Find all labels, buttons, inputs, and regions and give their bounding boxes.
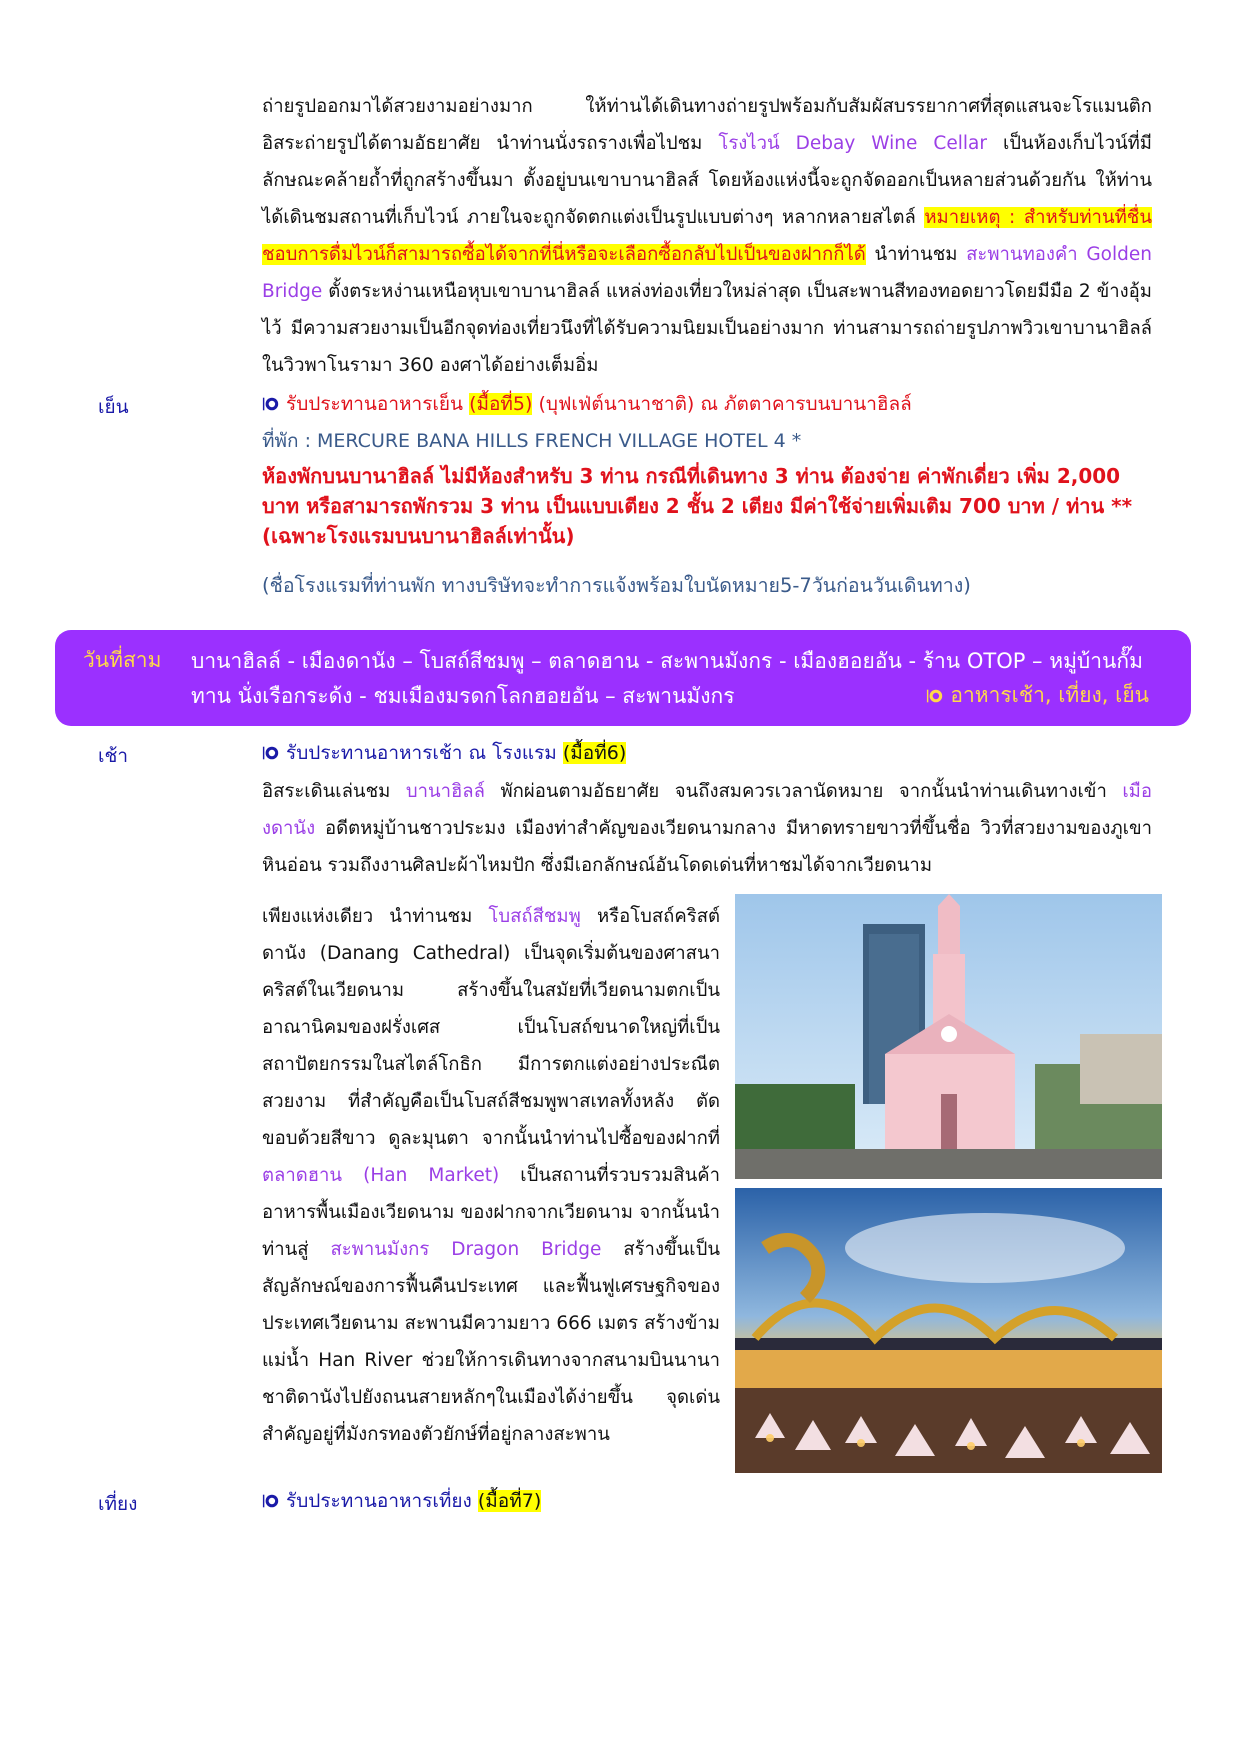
breakfast-line [262, 738, 626, 768]
hotel-confirm-note: (ชื่อโรงแรมที่ท่านพัก ทางบริษัทจะทำการแจ้งพร้อมใบนัดหมาย5-7วันก่อนวันเดินทาง) [262, 574, 971, 597]
plate-icon [926, 687, 944, 705]
paragraph-text: อิสระเดินเล่นชม [262, 781, 406, 802]
paragraph-text: เป็นสถานที่รวบรวมสินค้า อาหารพื้นเมืองเวียดนาม ของฝากจากเวียดนาม จากนั้นนำท่านสู่ [262, 1165, 721, 1260]
plate-icon [262, 744, 280, 762]
pink-cathedral-photo [735, 894, 1162, 1179]
plate-icon [262, 395, 280, 413]
day-label: วันที่สาม [83, 648, 162, 672]
lunch-meal-number: (มื้อที่7) [477, 1490, 542, 1512]
dinner-text: รับประทานอาหารเย็น [286, 393, 464, 415]
paragraph-text: สร้างขึ้นเป็นสัญลักษณ์ของการฟื้นคืนประเทศ และฟื้นฟูเศรษฐกิจของประเทศเวียดนาม สะพานมีความยาว 666 เมตร สร้างข้ามแม่น้ำ Han River ช่วยให้การเดินทางจากสนามบินนานาชาติดานังไปยังถนนสายหลักๆในเมืองได้ง่ายขึ้น จุดเด่นสำคัญอยู่ที่มังกรทองตัวยักษ์ที่อยู่กลางสะพาน [262, 1239, 720, 1445]
breakfast-text: รับประทานอาหารเช้า ณ โรงแรม [286, 742, 557, 764]
breakfast-label: เช้า [98, 745, 129, 767]
paragraph-text: พักผ่อนตามอัธยาศัย จนถึงสมควรเวลานัดหมาย จากนั้นนำท่านเดินทางเข้า [484, 781, 1123, 802]
lunch-text: รับประทานอาหารเที่ยง [286, 1490, 472, 1512]
morning-paragraph [262, 773, 1152, 884]
dinner-meal-number: (มื้อที่5) [469, 393, 533, 415]
day-route: บานาฮิลล์ - เมืองดานัง – โบสถ์สีชมพู – ตลาดฮาน - สะพานมังกร - เมืองฮอยอัน - ร้าน OTOP – หมู่บ้านกั๊มทาน นั่งเรือกระด้ง - ชมเมืองมรดกโลกฮอยอัน – สะพานมังกร [191, 649, 1143, 708]
place-name: โรงไวน์ Debay Wine Cellar [718, 133, 987, 154]
room-note: ห้องพักบนบานาฮิลล์ ไม่มีห้องสำหรับ 3 ท่าน กรณีที่เดินทาง 3 ท่าน ต้องจ่าย ค่าพักเดี่ยว เพิ่ม 2,000 บาท หรือสามารถพักรวม 3 ท่าน เป็นแบบเตียง 2 ชั้น 2 เตียง มีค่าใช้จ่ายเพิ่มเติม 700 บาท / ท่าน ** (เฉพาะโรงแรมบนบานาฮิลล์เท่านั้น) [262, 464, 1133, 548]
breakfast-meal-number: (มื้อที่6) [562, 742, 627, 764]
place-name: เมืองดานัง [262, 781, 1152, 839]
place-name: สะพานทองคำ Golden Bridge [262, 244, 1152, 302]
lunch-line [262, 1486, 541, 1516]
danang-paragraph [262, 898, 720, 1453]
dinner-label: เย็น [98, 396, 129, 418]
day-three-banner [55, 630, 1191, 726]
place-name: ตลาดฮาน (Han Market) [262, 1165, 500, 1186]
golden-bridge-paragraph [262, 88, 1152, 384]
top-paragraph-text [262, 88, 1152, 384]
day-meals-text: อาหารเช้า, เที่ยง, เย็น [950, 683, 1149, 707]
paragraph-text: ถ่ายรูปออกมาได้สวยงามอย่างมาก ให้ท่านได้เดินทางถ่ายรูปพร้อมกับสัมผัสบรรยากาศที่สุดแสนจะโรแมนติก อิสระถ่ายรูปได้ตามอัธยาศัย นำท่านนั่งรถรางเพื่อไปชม [262, 96, 1152, 154]
paragraph-text: นำท่านชม [865, 244, 967, 265]
dragon-bridge-photo [735, 1188, 1162, 1473]
highlighted-note: หมายเหตุ : สำหรับท่านที่ชื่นชอบการดื่มไวน์ก็สามารถซื้อได้จากที่นี่หรือจะเลือกซื้อกลับไปเป็นของฝากก็ได้ [262, 207, 1152, 265]
paragraph-text: หรือโบสถ์คริสต์ดานัง (Danang Cathedral) เป็นจุดเริ่มต้นของศาสนาคริสต์ในเวียดนาม สร้างขึ้นในสมัยที่เวียดนามตกเป็นอาณานิคมของฝรั่งเศส เป็นโบสถ์ขนาดใหญ่ที่เป็นสถาปัตยกรรมในสไตล์โกธิก มีการตกแต่งอย่างประณีตสวยงาม ที่สำคัญคือเป็นโบสถ์สีชมพูพาสเทลทั้งหลัง ตัดขอบด้วยสีขาว ดูละมุนตา จากนั้นนำท่านไปซื้อของฝากที่ [262, 906, 720, 1149]
lunch-label: เที่ยง [98, 1493, 138, 1515]
place-name: บานาฮิลล์ [405, 781, 485, 802]
paragraph-text: เพียงแห่งเดียว นำท่านชม [262, 906, 489, 927]
dinner-line [262, 389, 912, 419]
paragraph-text: เป็นห้องเก็บไวน์ที่มีลักษณะคล้ายถ้ำที่ถูกสร้างขึ้นมา ตั้งอยู่บนเขาบานาฮิลส์ โดยห้องแห่งนี้จะถูกจัดออกเป็นหลายส่วนด้วยกัน ให้ท่านได้เดินชมสถานที่เก็บไวน์ ภายในจะถูกจัดตกแต่งเป็นรูปแบบต่างๆ หลากหลายสไตล์ [262, 133, 1152, 228]
plate-icon [262, 1492, 280, 1510]
place-name: สะพานมังกร Dragon Bridge [330, 1239, 602, 1260]
day-meals [926, 679, 1149, 712]
hotel-name: ที่พัก : MERCURE BANA HILLS FRENCH VILLAGE HOTEL 4 * [262, 430, 802, 452]
dinner-venue: (บุฟเฟ่ต์นานาชาติ) ณ ภัตตาคารบนบานาฮิลล์ [538, 393, 912, 415]
place-name: โบสถ์สีชมพู [488, 906, 581, 927]
paragraph-text: ตั้งตระหง่านเหนือหุบเขาบานาฮิลล์ แหล่งท่องเที่ยวใหม่ล่าสุด เป็นสะพานสีทองทอดยาวโดยมีมือ 2 ข้างอุ้มไว้ มีความสวยงามเป็นอีกจุดท่องเที่ยวนึงที่ได้รับความนิยมเป็นอย่างมาก ท่านสามารถถ่ายรูปภาพวิวเขาบานาฮิลล์ในวิวพาโนรามา 360 องศาได้อย่างเต็มอิ่ม [262, 281, 1152, 376]
paragraph-text: อดีตหมู่บ้านชาวประมง เมืองท่าสำคัญของเวียดนามกลาง มีหาดทรายขาวที่ขึ้นชื่อ วิวที่สวยงามของภูเขาหินอ่อน รวมถึงงานศิลปะผ้าไหมปัก ซึ่งมีเอกลักษณ์อันโดดเด่นที่หาชมได้จากเวียดนาม [262, 818, 1152, 876]
danang-paragraph-text [262, 898, 720, 1453]
morning-paragraph-text [262, 773, 1152, 884]
